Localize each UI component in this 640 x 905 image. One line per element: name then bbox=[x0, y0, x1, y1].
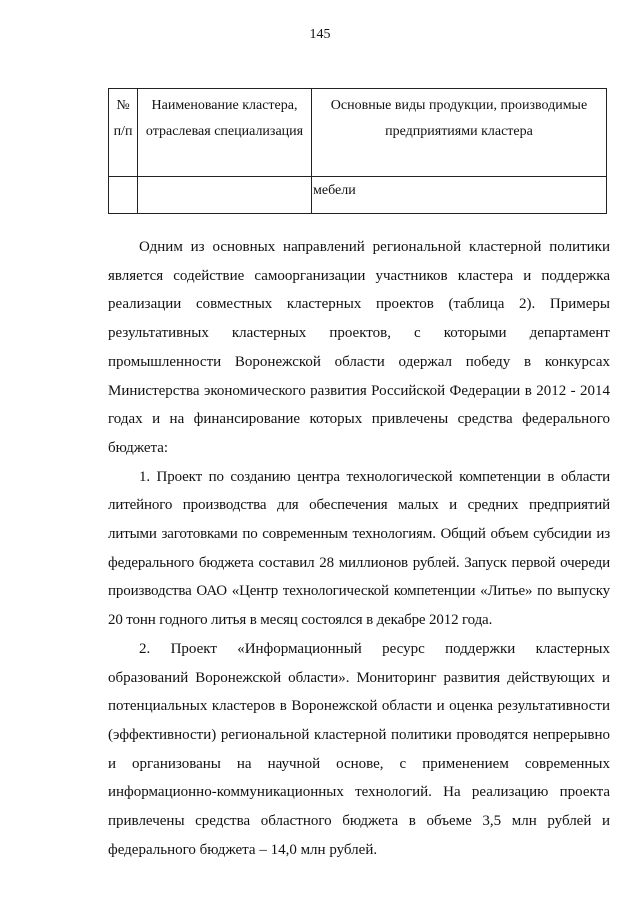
table-row bbox=[109, 177, 607, 214]
body-text bbox=[108, 233, 610, 864]
row-cell-products bbox=[312, 177, 607, 214]
row-cell-num bbox=[109, 177, 138, 214]
row-cell-name bbox=[138, 177, 312, 214]
paragraph-project-1: 1. Проект по созданию центра технологической компетенции в области литейного производства для обеспечения малых и средних предприятий литыми заготовками по современным технологиям. Общий объем субсидии из федерального бюджета составил 28 миллионов рублей. Запуск первой очереди производства ОАО «Центр технологической компетенции «Литье» по выпуску 20 тонн годного литья в месяц состоялся в декабре 2012 года. bbox=[108, 468, 610, 629]
header-name-text: Наименование кластера, отраслевая специализация bbox=[145, 98, 304, 139]
header-num-text: № п/п bbox=[113, 98, 133, 139]
paragraph-intro: Одним из основных направлений региональной кластерной политики является содействие самоорганизации участников кластера и поддержка реализации совместных кластерных проектов (таблица 2). Примеры результативных кластерных проектов, с которыми департамент промышленности Воронежской области одержал победу в конкурсах Министерства экономического развития Российской Федерации в 2012 - 2014 годах и на финансирование которых привлечены средства федерального бюджета: bbox=[108, 239, 610, 456]
header-cell-num bbox=[109, 89, 138, 177]
header-cell-products bbox=[312, 89, 607, 177]
row-products-text: мебели bbox=[313, 183, 356, 198]
table-header-row bbox=[109, 89, 607, 177]
header-products-text: Основные виды продукции, производимые предприятиями кластера bbox=[330, 98, 588, 139]
header-cell-name bbox=[138, 89, 312, 177]
page-number: 145 bbox=[309, 27, 331, 42]
paragraph-project-2: 2. Проект «Информационный ресурс поддержки кластерных образований Воронежской области». Мониторинг развития действующих и потенциальных кластеров в Воронежской области и оценка результативности (эффективности) региональной кластерной политики проводятся непрерывно и организованы на научной основе, с применением современных информационно-коммуникационных технологий. На реализацию проекта привлечены средства областного бюджета в объеме 3,5 млн рублей и федерального бюджета – 14,0 млн рублей. bbox=[108, 640, 610, 858]
cluster-table bbox=[108, 88, 607, 214]
